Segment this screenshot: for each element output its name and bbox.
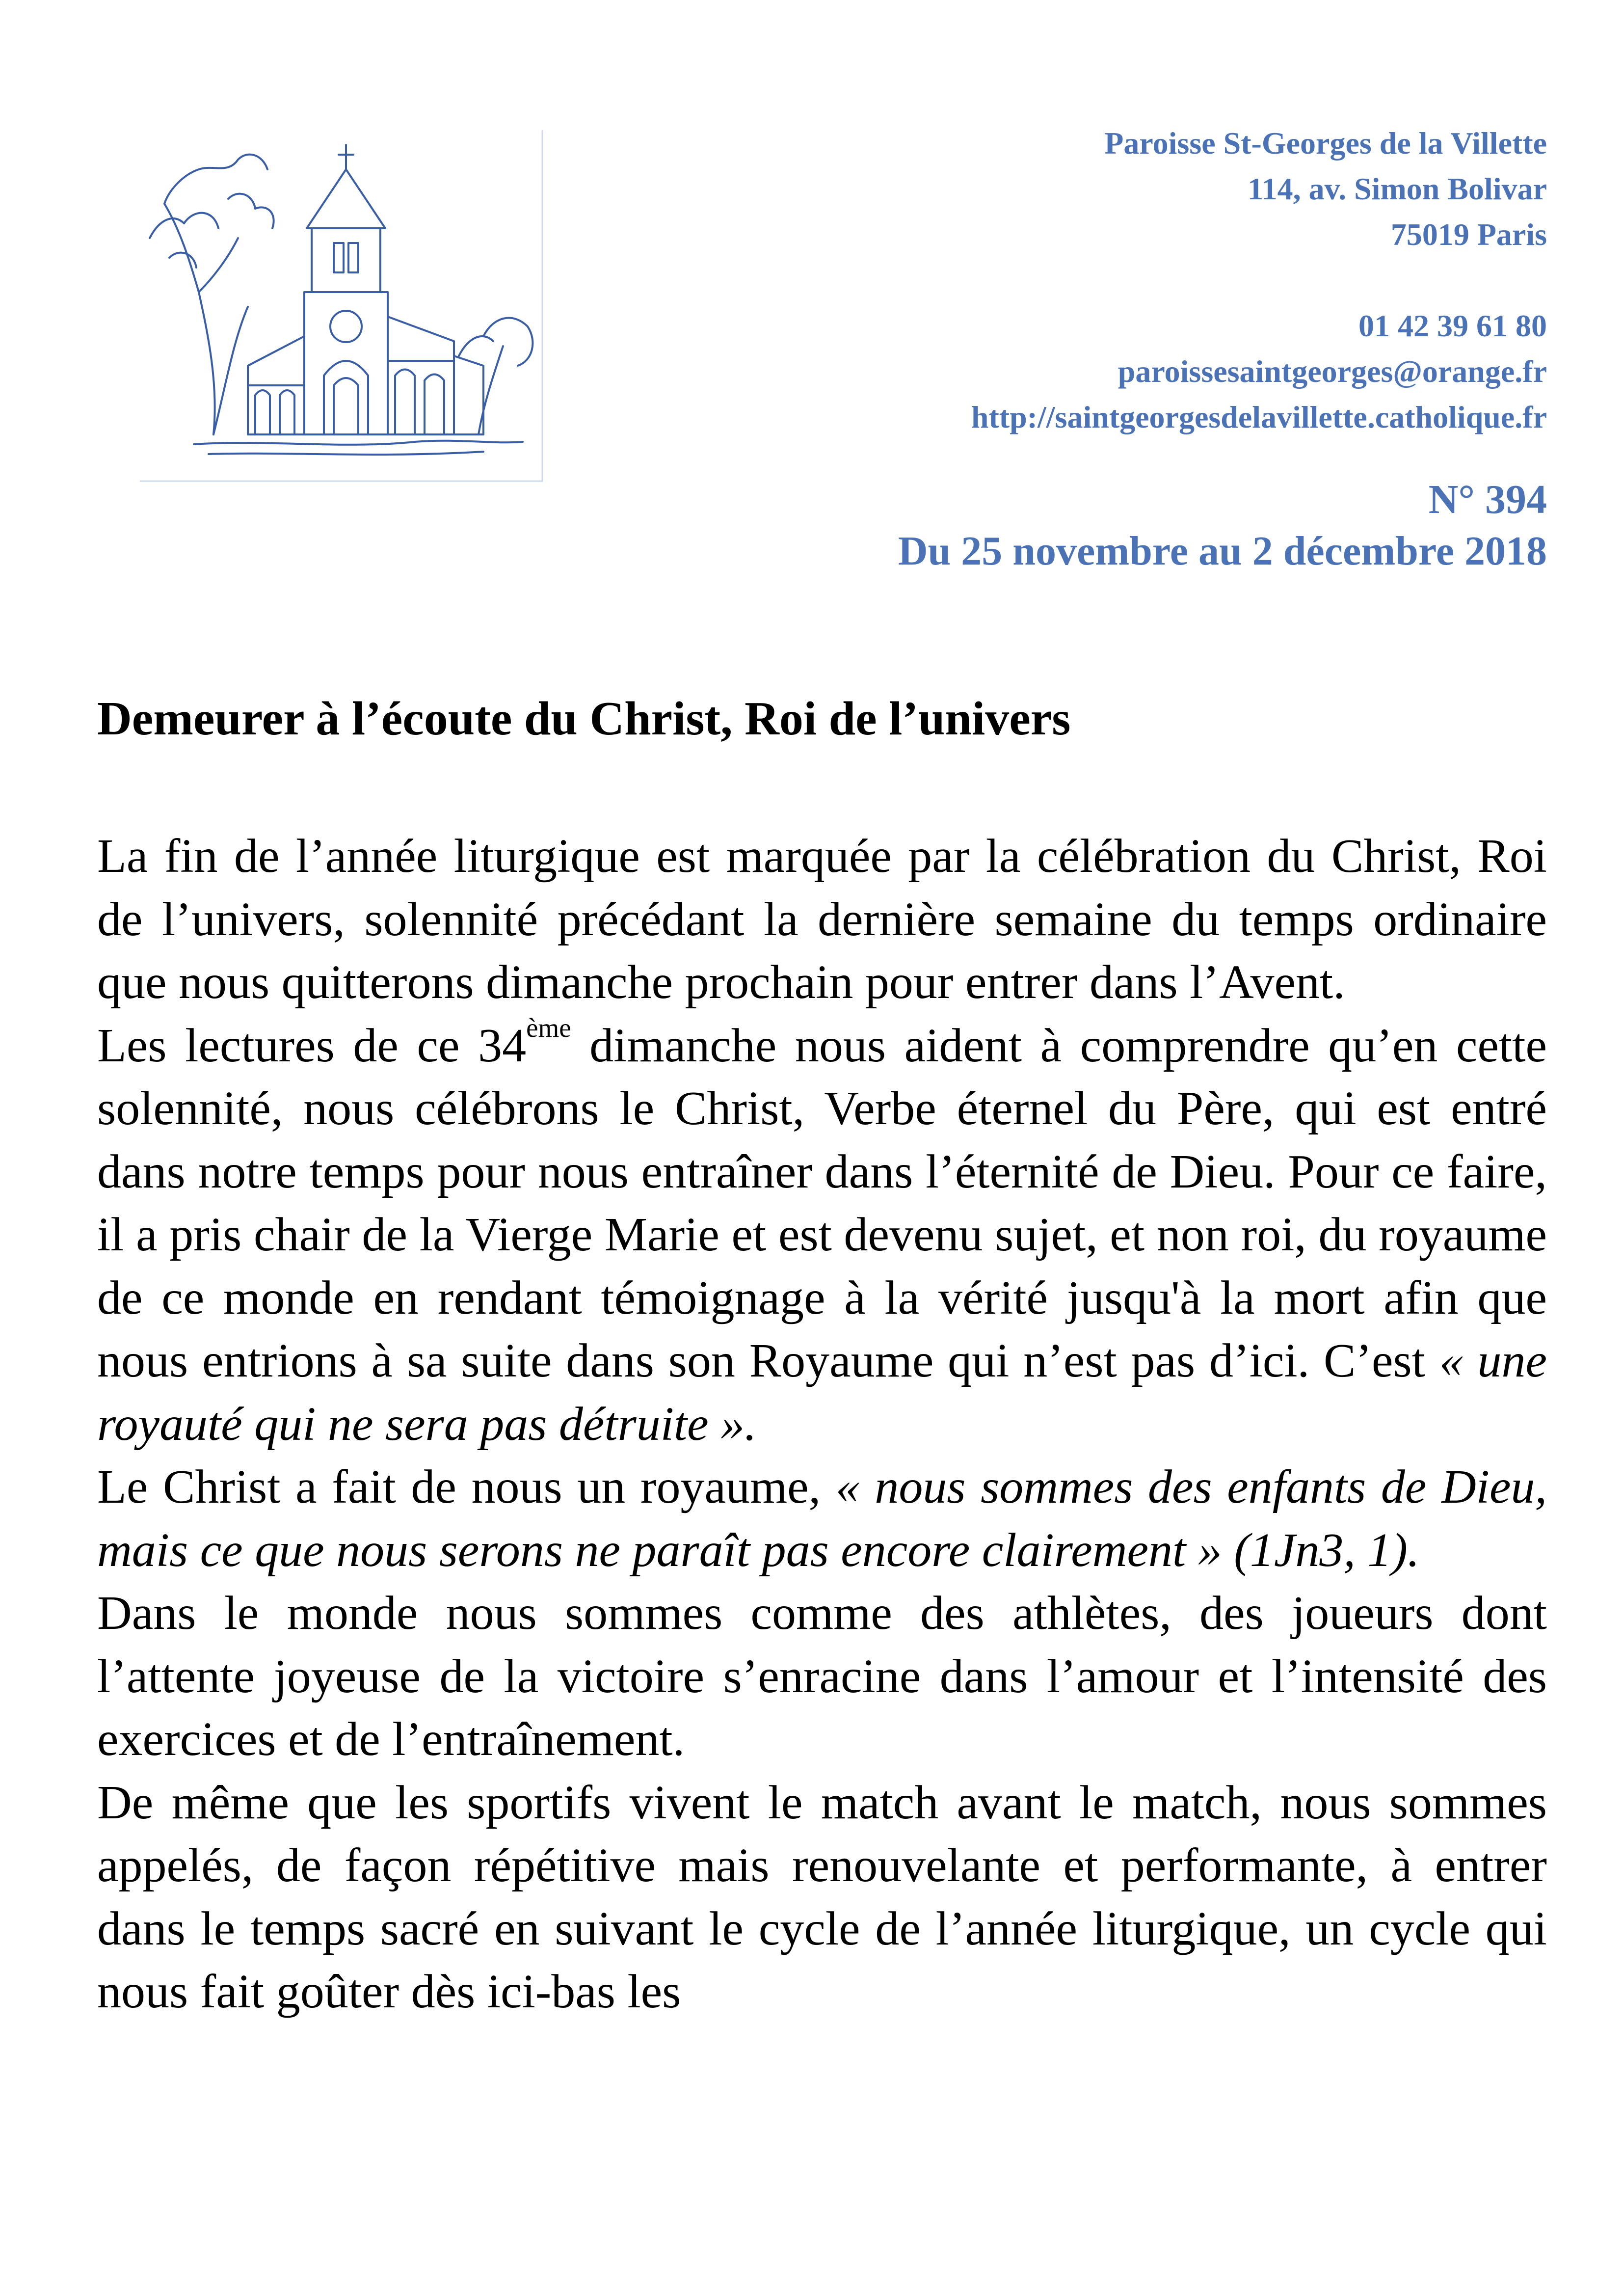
article-body [97,825,1547,2024]
email-link[interactable]: paroissesaintgeorges@orange.fr [1117,354,1547,389]
paragraph-2 [97,1014,1547,1456]
church-drawing-icon [140,130,547,484]
website-link[interactable]: http://saintgeorgesdelavillette.catholique.fr [971,400,1547,434]
p3-end: . [1407,1523,1420,1577]
paragraph-1: La fin de l’année liturgique est marquée par la célébration du Christ, Roi de l’univers, solennité précédant la dernière semaine du temps ordinaire que nous quitterons dimanche prochain pour entrer dans l’Avent. [97,830,1547,1009]
p2-end: . [745,1397,757,1451]
paragraph-5: De même que les sportifs vivent le match avant le match, nous sommes appelés, de façon répétitive mais renouvelante et performante, à entrer dans le temps sacré en suivant le cycle de l’année liturgique, un cycle qui nous fait goûter dès ici-bas les [97,1776,1547,2018]
parish-contact-block [971,120,1547,440]
p2-superscript: ème [526,1012,571,1043]
p2-text-middle: dimanche nous aident à comprendre qu’en cette solennité, nous célébrons le Christ, Verbe éternel du Père, qui est entré dans notre temps pour nous entraîner dans l’éternité de Dieu. Pour ce faire, il a pris chair de la Vierge Marie et est devenu sujet, et non roi, du royaume de ce monde en rendant témoignage à la vérité jusqu'à la mort afin que nous entrions à sa suite dans son Royaume qui n’est pas d’ici. C’est [97,1019,1547,1387]
p2-text-start: Les lectures de ce 34 [97,1019,527,1072]
article-title: Demeurer à l’écoute du Christ, Roi de l’univers [97,692,1071,745]
parish-name: Paroisse St-Georges de la Villette [1104,126,1547,161]
p3-text-start: Le Christ a fait de nous un royaume, [97,1460,836,1513]
church-logo-icon [140,130,547,484]
issue-number: N° 394 [1428,477,1547,522]
address-line-1: 114, av. Simon Bolivar [1248,171,1547,206]
issue-dates: Du 25 novembre au 2 décembre 2018 [898,528,1547,574]
paragraph-3 [97,1456,1547,1582]
phone-number: 01 42 39 61 80 [1358,308,1547,343]
paragraph-4: Dans le monde nous sommes comme des athlètes, des joueurs dont l’attente joyeuse de la victoire s’enracine dans l’amour et l’intensité des exercices et de l’entraînement. [97,1587,1547,1766]
p2-quote: « une royauté qui ne sera pas détruite » [97,1334,1547,1451]
address-line-2: 75019 Paris [1390,217,1547,252]
p3-quote: « nous sommes des enfants de Dieu, mais ce que nous serons ne paraît pas encore clairement » (1Jn3, 1) [97,1460,1547,1577]
issue-info [898,474,1547,577]
